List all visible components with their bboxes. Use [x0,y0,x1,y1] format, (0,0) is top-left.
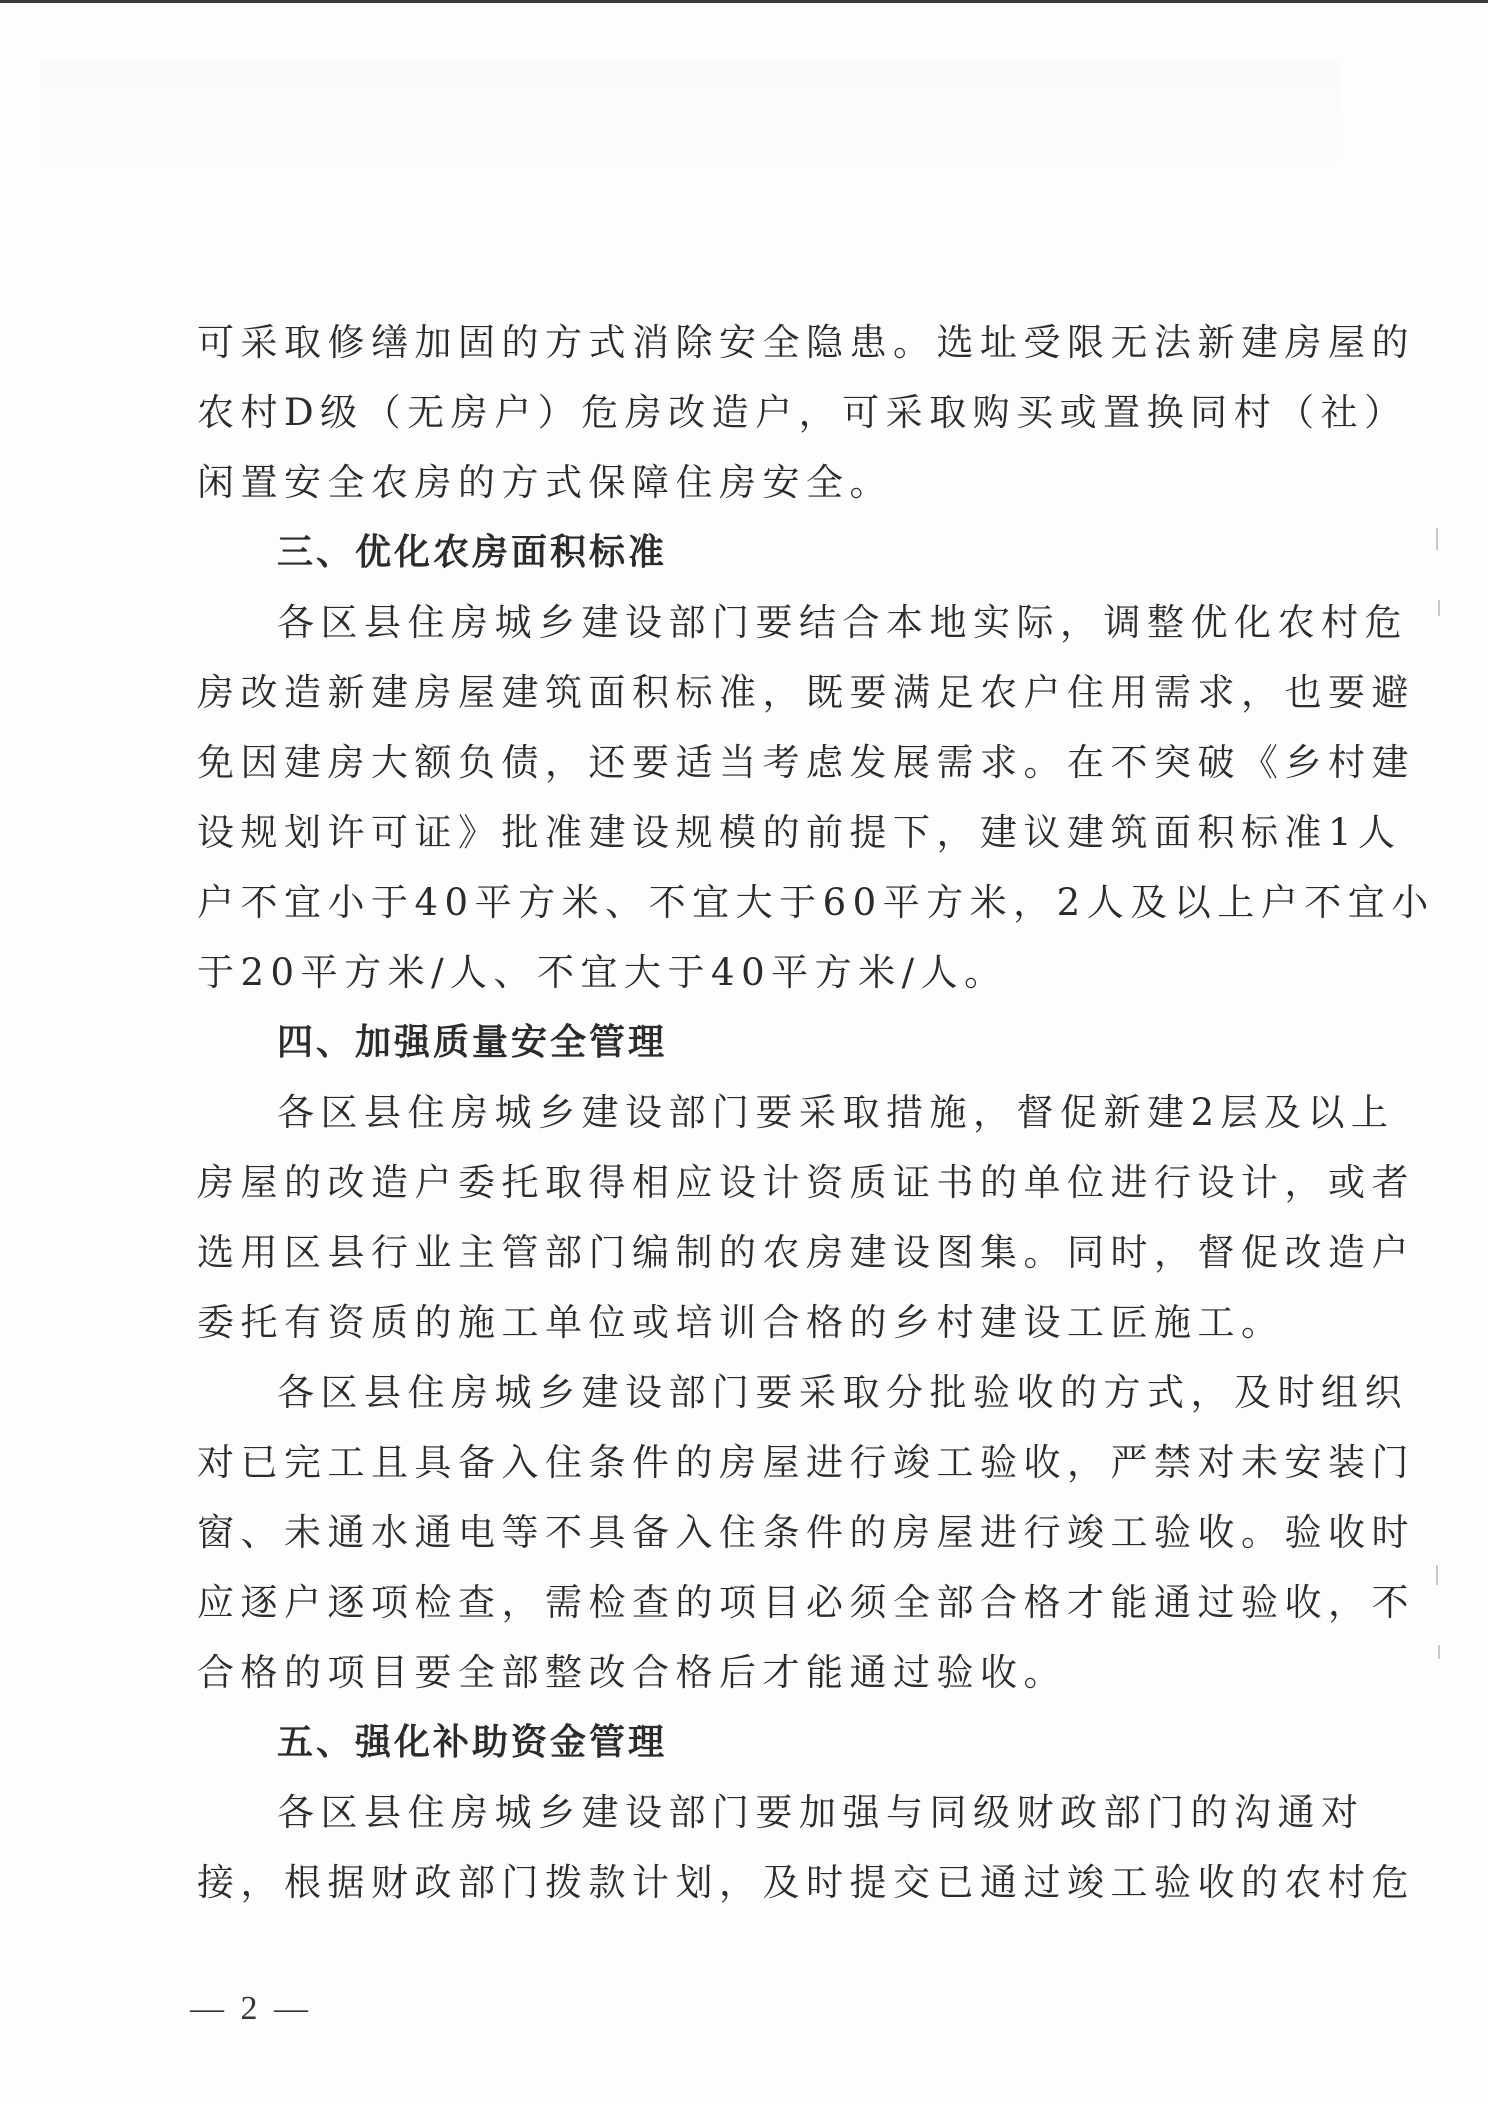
text-line: 各区县住房城乡建设部门要加强与同级财政部门的沟通对 [277,1791,1365,1834]
text-line: 各区县住房城乡建设部门要结合本地实际，调整优化农村危 [277,601,1408,644]
text-line: 委托有资质的施工单位或培训合格的乡村建设工匠施工。 [197,1301,1285,1344]
text-line: 户不宜小于40平方米、不宜大于60平方米，2人及以上户不宜小 [197,881,1435,924]
scan-edge-mark [1438,600,1440,616]
text-line: 各区县住房城乡建设部门要采取措施，督促新建2层及以上 [277,1091,1395,1134]
section-heading: 三、优化农房面积标准 [277,532,668,573]
scan-artifact [40,60,1340,180]
scan-edge-mark [1436,1565,1438,1585]
top-border-line [0,0,1488,3]
text-line: 房屋的改造户委托取得相应设计资质证书的单位进行设计，或者 [197,1161,1415,1204]
text-line: 各区县住房城乡建设部门要采取分批验收的方式，及时组织 [277,1371,1408,1414]
scan-edge-mark [1436,528,1438,550]
scan-edge-mark [1438,1645,1440,1659]
text-line: 选用区县行业主管部门编制的农房建设图集。同时，督促改造户 [197,1231,1415,1274]
section-heading: 五、强化补助资金管理 [277,1722,668,1763]
text-line: 农村D级（无房户）危房改造户，可采取购买或置换同村（社） [197,391,1408,434]
text-line: 设规划许可证》批准建设规模的前提下，建议建筑面积标准1人 [197,811,1402,854]
text-line: 窗、未通水通电等不具备入住条件的房屋进行竣工验收。验收时 [197,1511,1415,1554]
text-line: 免因建房大额负债，还要适当考虑发展需求。在不突破《乡村建 [197,741,1415,784]
text-line: 可采取修缮加固的方式消除安全隐患。选址受限无法新建房屋的 [197,321,1415,364]
text-line: 合格的项目要全部整改合格后才能通过验收。 [197,1651,1067,1694]
page-number: — 2 — [190,1990,312,2027]
text-line: 应逐户逐项检查，需检查的项目必须全部合格才能通过验收，不 [197,1581,1415,1624]
section-heading: 四、加强质量安全管理 [277,1022,668,1063]
text-line: 于20平方米/人、不宜大于40平方米/人。 [197,951,1008,994]
text-line: 对已完工且具备入住条件的房屋进行竣工验收，严禁对未安装门 [197,1441,1415,1484]
document-body [197,308,1435,1918]
text-line: 接，根据财政部门拨款计划，及时提交已通过竣工验收的农村危 [197,1861,1415,1904]
text-line: 房改造新建房屋建筑面积标准，既要满足农户住用需求，也要避 [197,671,1415,714]
text-line: 闲置安全农房的方式保障住房安全。 [197,461,893,504]
